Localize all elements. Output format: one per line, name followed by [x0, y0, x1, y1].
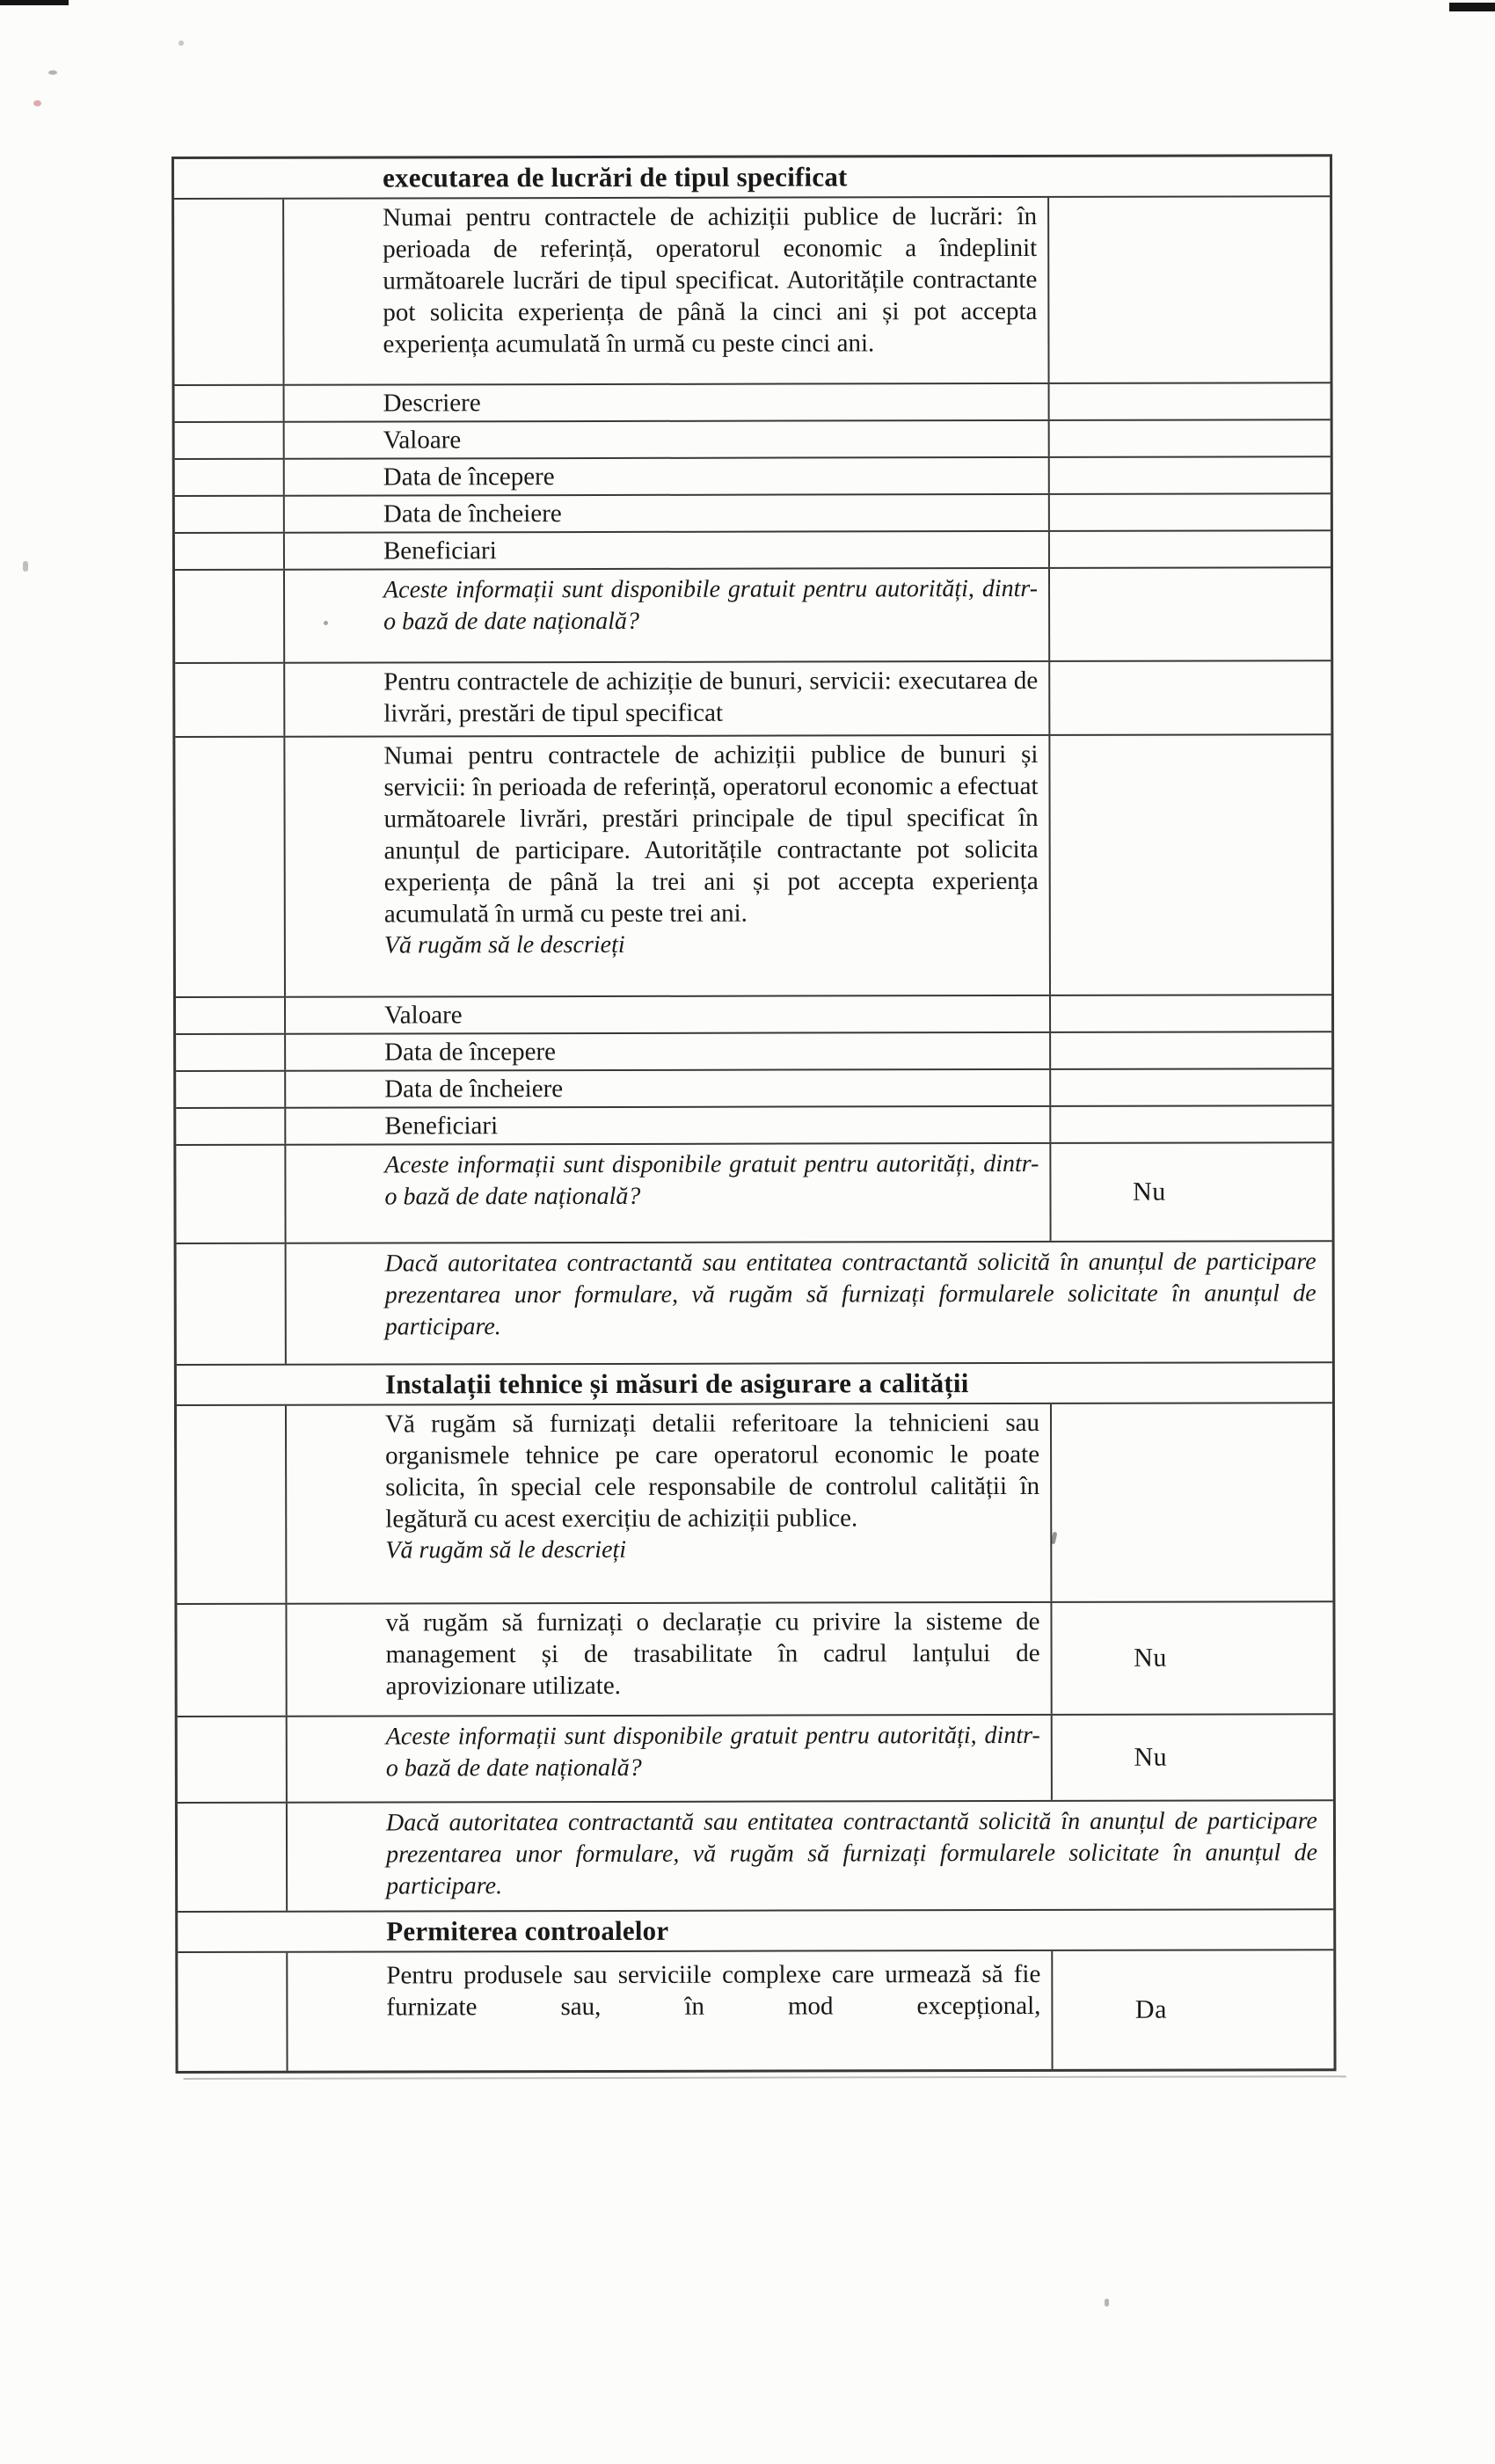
criterion-cell	[287, 1404, 1050, 1603]
section-heading: executarea de lucrări de tipul specificat	[383, 161, 848, 193]
table-row	[177, 1600, 1332, 1716]
criterion-text: Pentru produsele sau serviciile complexe care urmează să fie furnizate sau, în mod excepțional,	[386, 1959, 1041, 2022]
criterion-cell	[285, 736, 1049, 996]
margin-cell	[175, 460, 285, 495]
scan-artifact-speck	[179, 40, 184, 46]
field-label: Data de încheiere	[383, 499, 562, 529]
margin-cell	[176, 1072, 286, 1107]
margin-cell	[175, 664, 285, 736]
scan-artifact-speck	[23, 561, 28, 572]
criterion-cell	[285, 495, 1048, 532]
table-row	[176, 1104, 1331, 1144]
availability-note: Aceste informații sunt disponibile gratuit pentru autorități, dintr-o bază de date națională?	[384, 1149, 1039, 1211]
answer-cell	[1047, 176, 1330, 177]
margin-cell	[178, 1804, 288, 1911]
table-row	[178, 1949, 1333, 2071]
table-row	[178, 1713, 1333, 1802]
margin-cell	[176, 1146, 286, 1243]
criterion-text: Vă rugăm să furnizați detalii referitoare la tehnicieni sau organismele tehnice pe care operatorul economic le poate solicita, în special cele responsabile de controlul calității în legătură cu acest exercițiu de achiziții publice.	[384, 1408, 1040, 1534]
answer-cell	[1048, 735, 1331, 995]
margin-cell	[176, 1109, 286, 1144]
section-heading: Instalații tehnice și măsuri de asigurare a calității	[384, 1367, 969, 1400]
scan-artifact-speck	[33, 100, 41, 106]
form-table	[171, 154, 1337, 2074]
table-row	[177, 1361, 1332, 1404]
answer-cell	[1048, 531, 1331, 567]
table-row	[176, 1141, 1331, 1243]
describe-request-note: Vă rugăm să le descrieți	[383, 930, 625, 959]
answer-cell	[1051, 1929, 1333, 1930]
table-row	[174, 195, 1330, 384]
criterion-cell	[286, 1070, 1049, 1107]
table-row	[177, 1402, 1332, 1603]
margin-cell	[175, 386, 285, 421]
criterion-cell	[285, 532, 1048, 569]
criterion-text: Numai pentru contractele de achiziții publice de lucrări: în perioada de referință, operatorul economic a îndeplinit următoarele lucrări de tipul specificat. Autoritățile contractante pot solicita experiența de până la cinci ani și pot accepta experiența acumulată în urmă cu peste cinci ani.	[383, 201, 1038, 359]
field-label: Beneficiari	[383, 536, 497, 565]
answer-cell	[1049, 995, 1331, 1032]
margin-cell	[175, 738, 286, 996]
answer-cell	[1048, 494, 1331, 530]
availability-note: Aceste informații sunt disponibile gratuit pentru autorități, dintr-o bază de date națională?	[385, 1721, 1040, 1782]
answer-cell	[1049, 1032, 1331, 1068]
margin-cell	[175, 423, 285, 458]
answer-text: Nu	[1134, 1742, 1168, 1772]
table-row	[178, 1799, 1333, 1911]
criterion-cell	[285, 384, 1048, 421]
table-row	[175, 492, 1331, 532]
answer-text: Nu	[1133, 1177, 1166, 1206]
criterion-cell	[285, 458, 1048, 495]
criterion-cell	[284, 157, 1047, 198]
criterion-cell	[287, 1364, 1050, 1404]
criterion-cell	[285, 569, 1048, 662]
margin-cell	[177, 1406, 287, 1603]
forms-request-note: Dacă autoritatea contractantă sau entitatea contractantă solicită în anunțul de participare prezentarea unor formulare, vă rugăm să furnizați formularele solicitate în anunțul de participare.	[385, 1807, 1318, 1900]
table-row	[175, 733, 1331, 996]
table-row	[176, 1068, 1331, 1107]
criterion-cell	[286, 996, 1049, 1033]
margin-cell	[176, 1035, 286, 1070]
margin-cell	[177, 1244, 287, 1364]
merged-note-cell	[287, 1242, 1332, 1363]
criterion-cell	[287, 1603, 1050, 1716]
criterion-cell	[288, 1911, 1051, 1951]
section-heading: Permiterea controalelor	[386, 1914, 669, 1947]
answer-cell	[1048, 383, 1331, 419]
field-label: Valoare	[383, 426, 462, 455]
describe-request-note: Vă rugăm să le descrieți	[385, 1535, 627, 1564]
criterion-text: vă rugăm să furnizați o declarație cu privire la sisteme de management și de trasabilitate în cadrul lanțului de aprovizionare utilizate.	[385, 1607, 1040, 1701]
margin-cell	[174, 200, 284, 384]
margin-cell	[178, 1717, 288, 1802]
margin-cell	[175, 534, 285, 569]
field-label: Data de începere	[384, 1038, 556, 1067]
answer-cell	[1049, 1069, 1331, 1105]
field-label: Beneficiari	[384, 1112, 499, 1141]
criterion-text: Pentru contractele de achiziție de bunuri, servicii: executarea de livrări, prestări de tipul specificat	[383, 666, 1039, 728]
scan-artifact-bar-top-right	[1449, 3, 1495, 11]
table-row	[175, 419, 1331, 458]
availability-note: Aceste informații sunt disponibile gratuit pentru autorități, dintr-o bază de date națională?	[383, 574, 1039, 636]
criterion-cell	[286, 1107, 1049, 1144]
answer-text: Da	[1134, 1994, 1167, 2024]
scan-artifact-speck	[48, 70, 57, 75]
criterion-text: Numai pentru contractele de achiziții publice de bunuri și servicii: în perioada de referință, operatorul economic a efectuat următoarele livrări, prestări principale de tipul specificat în anunțul de participare. Autoritățile contractante pot solicita experiența de până la trei ani și pot accepta experiența acumulată în urmă cu peste trei ani.	[383, 740, 1039, 929]
criterion-cell	[286, 1144, 1049, 1243]
answer-cell	[1050, 1602, 1332, 1714]
table-row	[177, 1240, 1332, 1364]
table-row	[178, 1908, 1333, 1951]
answer-cell	[1047, 197, 1330, 383]
criterion-cell	[288, 1716, 1051, 1802]
merged-note-cell	[288, 1801, 1333, 1910]
forms-request-note: Dacă autoritatea contractantă sau entitatea contractantă solicită în anunțul de participare prezentarea unor formulare, vă rugăm să furnizați formularele solicitate în anunțul de participare.	[384, 1248, 1316, 1341]
answer-cell	[1049, 1106, 1331, 1142]
table-row	[175, 660, 1331, 736]
field-label: Data de încheiere	[384, 1075, 564, 1104]
table-row	[175, 382, 1331, 421]
table-row	[175, 566, 1331, 662]
scan-artifact-speck	[1105, 2299, 1109, 2307]
table-row	[176, 1031, 1331, 1070]
margin-cell	[176, 998, 286, 1033]
criterion-cell	[284, 198, 1047, 384]
answer-cell	[1049, 1143, 1331, 1241]
table-row	[175, 529, 1331, 569]
answer-cell	[1050, 1403, 1332, 1601]
margin-cell	[175, 497, 285, 532]
field-label: Data de începere	[383, 463, 555, 492]
table-row	[174, 157, 1330, 198]
criterion-cell	[288, 1951, 1051, 2071]
answer-cell	[1051, 1950, 1333, 2069]
table-row	[176, 994, 1331, 1033]
criterion-cell	[285, 421, 1048, 458]
criterion-cell	[285, 662, 1048, 736]
answer-cell	[1048, 420, 1331, 456]
field-label: Valoare	[384, 1001, 463, 1030]
table-row	[175, 456, 1331, 495]
answer-cell	[1048, 457, 1331, 493]
margin-cell	[178, 1953, 288, 2071]
answer-cell	[1048, 661, 1331, 734]
criterion-cell	[286, 1033, 1049, 1070]
margin-cell	[177, 1605, 287, 1716]
answer-cell	[1048, 568, 1331, 660]
margin-cell	[175, 571, 285, 662]
scan-artifact-bar-top-left	[0, 0, 69, 5]
field-label: Descriere	[383, 389, 481, 418]
answer-cell	[1050, 1382, 1332, 1383]
answer-text: Nu	[1134, 1643, 1167, 1673]
answer-cell	[1051, 1715, 1333, 1800]
